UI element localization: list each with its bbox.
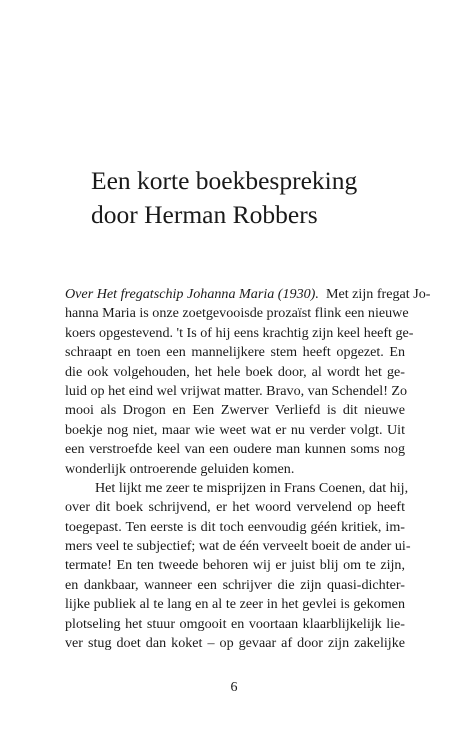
body-line: hanna Maria is onze zoetgevooisde prozaïst flink een nieuwe bbox=[65, 305, 409, 322]
body-line: lijke publiek al te lang en al te zeer in het gevlei is gekomen bbox=[65, 596, 405, 613]
body-line bbox=[65, 285, 431, 304]
body-line: koers opgestevend. 't Is of hij eens krachtig zijn keel heeft ge- bbox=[65, 324, 414, 341]
body-line: boekje nog niet, maar wie weet wat er nu verder volgt. Uit bbox=[65, 421, 405, 438]
body-line: Het lijkt me zeer te misprijzen in Frans Coenen, dat hij, bbox=[95, 479, 409, 496]
body-line: over dit boek schrijvend, er het woord vervelend op heeft bbox=[65, 499, 405, 516]
chapter-title bbox=[91, 164, 411, 232]
body-line: toegepast. Ten eerste is dit toch eenvoudig géén kritiek, im- bbox=[65, 518, 405, 535]
page-number: 6 bbox=[230, 680, 238, 695]
body-line: luid op het eind wel vrijwat matter. Bravo, van Schendel! Zo bbox=[65, 382, 408, 399]
body-line: ver stug doet dan koket – op gevaar af door zijn zakelijke bbox=[65, 635, 405, 652]
body-line: een verstroefde keel van een oudere man kunnen soms nog bbox=[65, 441, 405, 458]
body-line: mooi als Drogon en Een Zwerver Verliefd is dit nieuwe bbox=[65, 402, 405, 419]
body-line: en dankbaar, wanneer een schrijver die zijn quasi-dichter- bbox=[65, 576, 405, 593]
body-line: mers veel te subjectief; wat de één verveelt boeit de ander ui- bbox=[65, 538, 411, 555]
body-line: die ook volgehouden, het hele boek door, al wordt het ge- bbox=[65, 363, 405, 380]
body-line: wonderlijk ontroerende geluiden komen. bbox=[65, 460, 295, 477]
review-body bbox=[65, 285, 431, 653]
body-line: termate! En ten tweede behoren wij er juist blij om te zijn, bbox=[65, 557, 405, 574]
body-line: plotseling het stuur omgooit en voortaan klaarblijkelijk lie- bbox=[65, 615, 405, 632]
chapter-title-line-2: door Herman Robbers bbox=[91, 200, 318, 229]
body-line: schraapt en toen een mannelijkere stem heeft opgezet. En bbox=[65, 344, 405, 361]
body-line-text: Met zijn fregat Jo- bbox=[325, 286, 431, 302]
chapter-title-line-1: Een korte boekbespreking bbox=[91, 166, 358, 195]
review-lead-italic: Over Het fregatschip Johanna Maria (1930). bbox=[65, 286, 319, 302]
